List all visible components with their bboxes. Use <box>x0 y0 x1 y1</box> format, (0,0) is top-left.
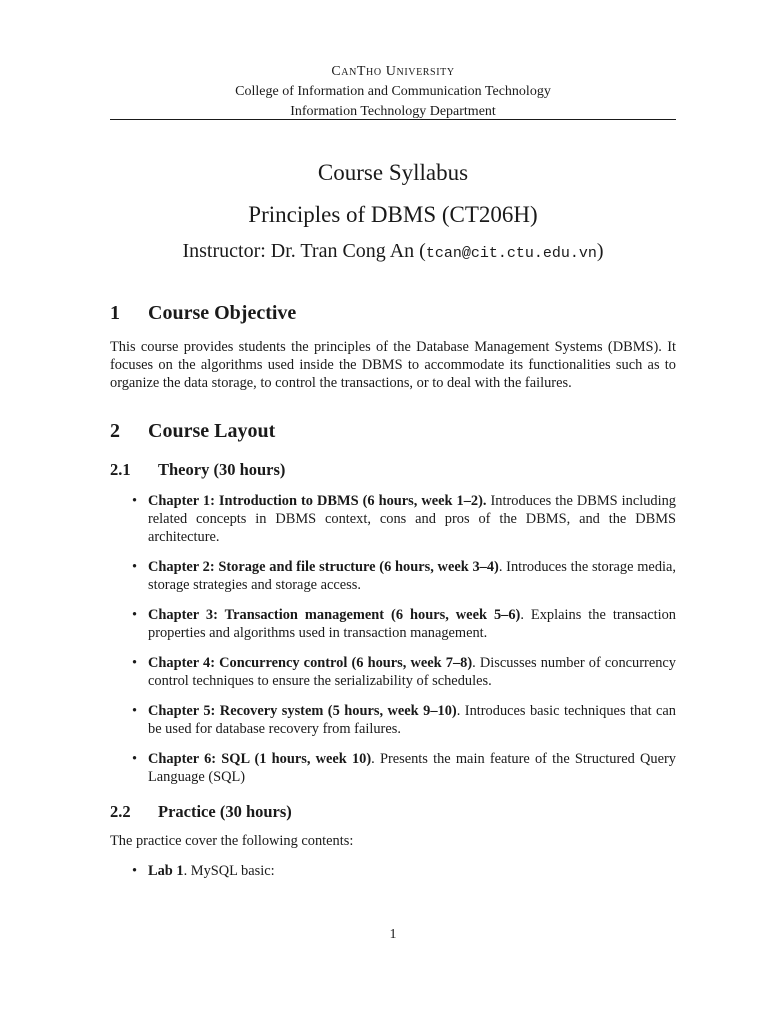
instructor-email: tcan@cit.ctu.edu.vn <box>425 245 597 262</box>
bullet-icon: • <box>132 655 138 671</box>
instructor-line <box>110 236 676 269</box>
chapter-description: . Explains the transaction properties and algorithms used in transaction management. <box>148 607 677 641</box>
chapter-description: Introduces the DBMS including related concepts in DBMS context, cons and pros of the DBMS, and the DBMS architecture. <box>148 493 676 545</box>
bullet-icon: • <box>132 863 138 879</box>
chapter-description: . Discusses number of concurrency control techniques to ensure the serializability of schedules. <box>148 655 676 689</box>
document-header <box>110 62 676 122</box>
subsection-title: Theory (30 hours) <box>158 460 286 479</box>
chapter-list <box>110 492 676 786</box>
section-heading-layout <box>110 416 676 446</box>
bullet-icon: • <box>132 751 138 767</box>
document-body <box>110 298 676 892</box>
instructor-prefix: Instructor: Dr. Tran Cong An ( <box>182 240 426 262</box>
subsection-number: 2.2 <box>110 802 131 821</box>
section-heading-objective <box>110 298 676 328</box>
chapter-title: Chapter 4: Concurrency control (6 hours, week 7–8) <box>148 655 473 671</box>
chapter-title: Chapter 3: Transaction management (6 hours, week 5–6) <box>148 607 521 623</box>
list-item-chapter-1 <box>110 492 676 546</box>
college-name: College of Information and Communication Technology <box>235 84 551 99</box>
objective-paragraph: This course provides students the principles of the Database Management Systems (DBMS). It focuses on the algorithms used inside the DBMS to accommodate its functionalities such as to organize the data storage, to control the transactions, or to deal with the failures. <box>110 339 676 391</box>
bullet-icon: • <box>132 607 138 623</box>
chapter-description: . Presents the main feature of the Structured Query Language (SQL) <box>148 751 676 785</box>
subsection-heading-practice <box>110 800 676 824</box>
document-title: Course Syllabus <box>317 160 469 185</box>
instructor-suffix: ) <box>596 240 604 262</box>
chapter-title: Chapter 6: SQL (1 hours, week 10) <box>148 751 372 767</box>
chapter-description: . Introduces basic techniques that can be used for database recovery from failures. <box>148 703 677 737</box>
lab-description: . MySQL basic: <box>183 863 275 879</box>
bullet-icon: • <box>132 703 138 719</box>
subsection-heading-theory <box>110 458 676 482</box>
list-item-chapter-2 <box>110 558 676 594</box>
section-title: Course Objective <box>148 302 297 324</box>
university-name: CanTho University <box>331 64 455 79</box>
section-title: Course Layout <box>148 420 276 442</box>
department-name: Information Technology Department <box>290 104 496 119</box>
chapter-title: Chapter 5: Recovery system (5 hours, week 9–10) <box>148 703 457 719</box>
title-block <box>110 156 676 269</box>
chapter-description: . Introduces the storage media, storage strategies and storage access. <box>148 559 676 593</box>
list-item-chapter-5 <box>110 702 676 738</box>
list-item-chapter-6 <box>110 750 676 786</box>
header-rule <box>110 119 676 120</box>
list-item-chapter-3 <box>110 606 676 642</box>
section-number: 1 <box>110 302 120 324</box>
bullet-icon: • <box>132 559 138 575</box>
course-name: Principles of DBMS (CT206H) <box>248 202 538 227</box>
chapter-title: Chapter 1: Introduction to DBMS (6 hours, week 1–2). <box>148 493 487 509</box>
subsection-title: Practice (30 hours) <box>158 802 292 821</box>
list-item-chapter-4 <box>110 654 676 690</box>
page-number: 1 <box>389 927 397 942</box>
practice-intro: The practice cover the following contents: <box>110 833 354 849</box>
chapter-title: Chapter 2: Storage and file structure (6 hours, week 3–4) <box>148 559 499 575</box>
bullet-icon: • <box>132 493 138 509</box>
subsection-number: 2.1 <box>110 460 131 479</box>
lab-list <box>110 862 676 880</box>
lab-title: Lab 1 <box>148 863 184 879</box>
list-item-lab-1 <box>110 862 676 880</box>
section-number: 2 <box>110 420 120 442</box>
